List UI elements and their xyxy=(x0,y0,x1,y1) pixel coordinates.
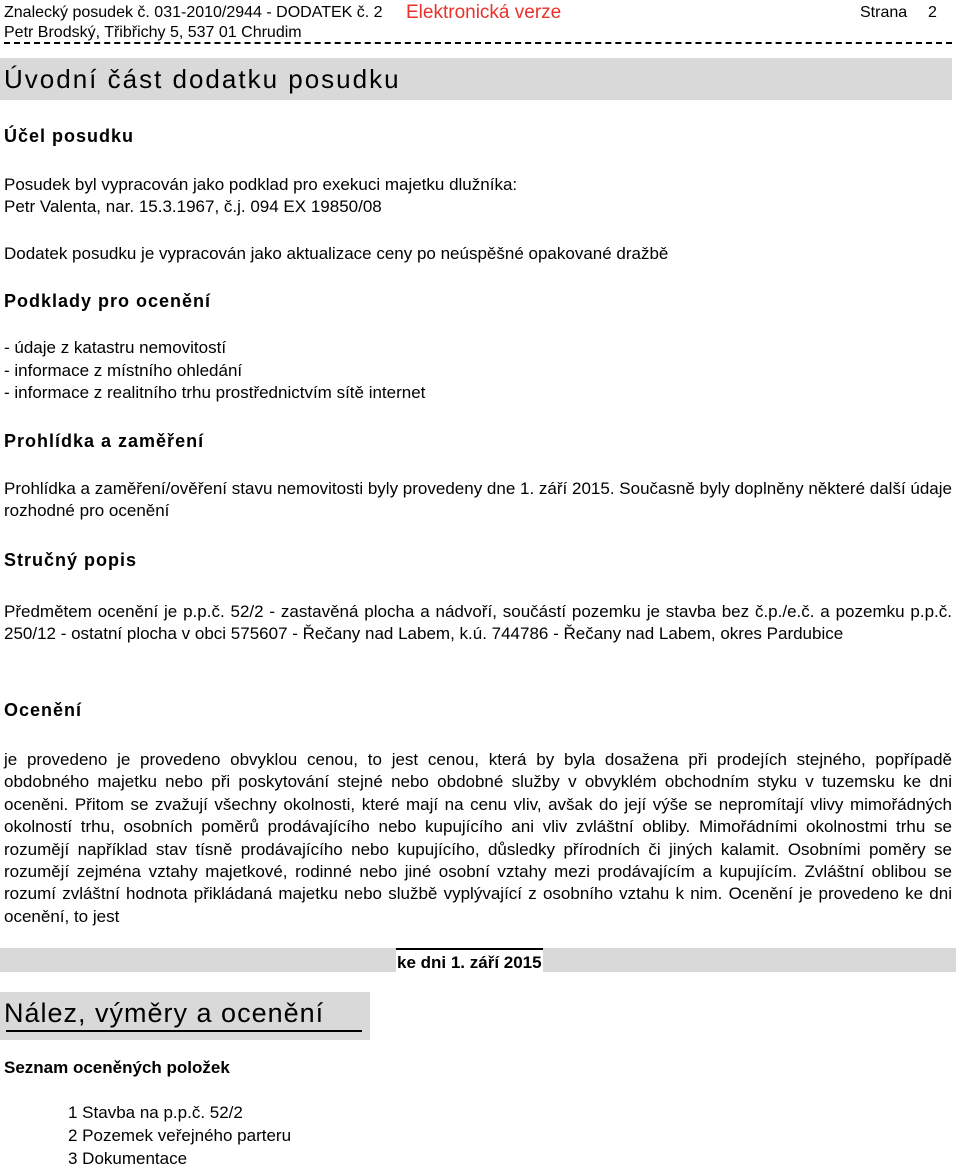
items-list-heading: Seznam oceněných položek xyxy=(4,1058,230,1077)
header-divider xyxy=(4,42,952,44)
page-number: 2 xyxy=(928,4,937,21)
edition-label: Elektronická verze xyxy=(406,2,562,23)
list-item: 1 Stavba na p.p.č. 52/2 xyxy=(68,1103,243,1122)
valuation-heading: Ocenění xyxy=(4,700,83,720)
purpose-line-1: Posudek byl vypracován jako podklad pro exekuci majetku dlužníka: xyxy=(4,175,518,194)
findings-title-underline xyxy=(6,1030,362,1032)
list-item: - údaje z katastru nemovitostí xyxy=(4,338,227,357)
document-reference: Znalecký posudek č. 031-2010/2944 - DODATEK č. 2 xyxy=(4,4,383,21)
inspection-text: Prohlídka a zaměření/ověření stavu nemovitosti byly provedeny dne 1. září 2015. Současně byly doplněny některé další údaje rozhodné pro ocenění xyxy=(4,479,952,521)
inspection-heading: Prohlídka a zaměření xyxy=(4,431,205,451)
description-heading: Stručný popis xyxy=(4,550,138,570)
author-line: Petr Brodský, Třibřichy 5, 537 01 Chrudim xyxy=(4,24,302,41)
sources-heading: Podklady pro ocenění xyxy=(4,291,212,311)
list-item: 3 Dokumentace xyxy=(68,1149,188,1168)
list-item: 2 Pozemek veřejného parteru xyxy=(68,1126,292,1145)
list-item: - informace z místního ohledání xyxy=(4,361,243,380)
page-label: Strana xyxy=(860,4,908,21)
list-item: - informace z realitního trhu prostřednictvím sítě internet xyxy=(4,383,426,402)
section-title: Úvodní část dodatku posudku xyxy=(4,64,401,94)
description-text: Předmětem ocenění je p.p.č. 52/2 - zastavěná plocha a nádvoří, součástí pozemku je stavba bez č.p./e.č. a pozemku p.p.č. 250/12 - ostatní plocha v obci 575607 - Řečany nad Labem, k.ú. 744786 - Řečany nad Labem, okres Pardubice xyxy=(4,602,952,644)
purpose-line-2: Petr Valenta, nar. 15.3.1967, č.j. 094 EX 19850/08 xyxy=(4,197,382,216)
valuation-text: je provedeno je provedeno obvyklou cenou, to jest cenou, která by byla dosažena při prodejích stejného, popřípadě obdobného majetku nebo při poskytování stejné nebo obdobné služby v obvyklém obchodním styku v tuzemsku ke dni oceněni. Přitom se zvažují všechny okolnosti, které mají na cenu vliv, avšak do její výše se nepromítají vlivy mimořádných okolností trhu, osobních poměrů prodávajícího nebo kupujícího ani vliv zvláštní obliby. Mimořádními okolnostmi trhu se rozumějí například stav tísně prodávajícího nebo kupujícího, důsledky přírodních či jiných kalamit. Osobními poměry se rozumějí zejména vztahy majetkové, rodinné nebo jiné osobní vztahy mezi prodávajícím a kupujícím. Zvláštní oblibou se rozumí zvláštní hodnota přikládaná majetku nebo službě vyplývající z osobního vztahu k nim. Ocenění je provedeno ke dni ocenění, to jest xyxy=(4,750,952,926)
addendum-note: Dodatek posudku je vypracován jako aktualizace ceny po neúspěšné opakované dražbě xyxy=(4,244,669,263)
valuation-date: ke dni 1. září 2015 xyxy=(396,948,543,974)
purpose-heading: Účel posudku xyxy=(4,126,135,146)
findings-title: Nález, výměry a ocenění xyxy=(4,998,325,1028)
